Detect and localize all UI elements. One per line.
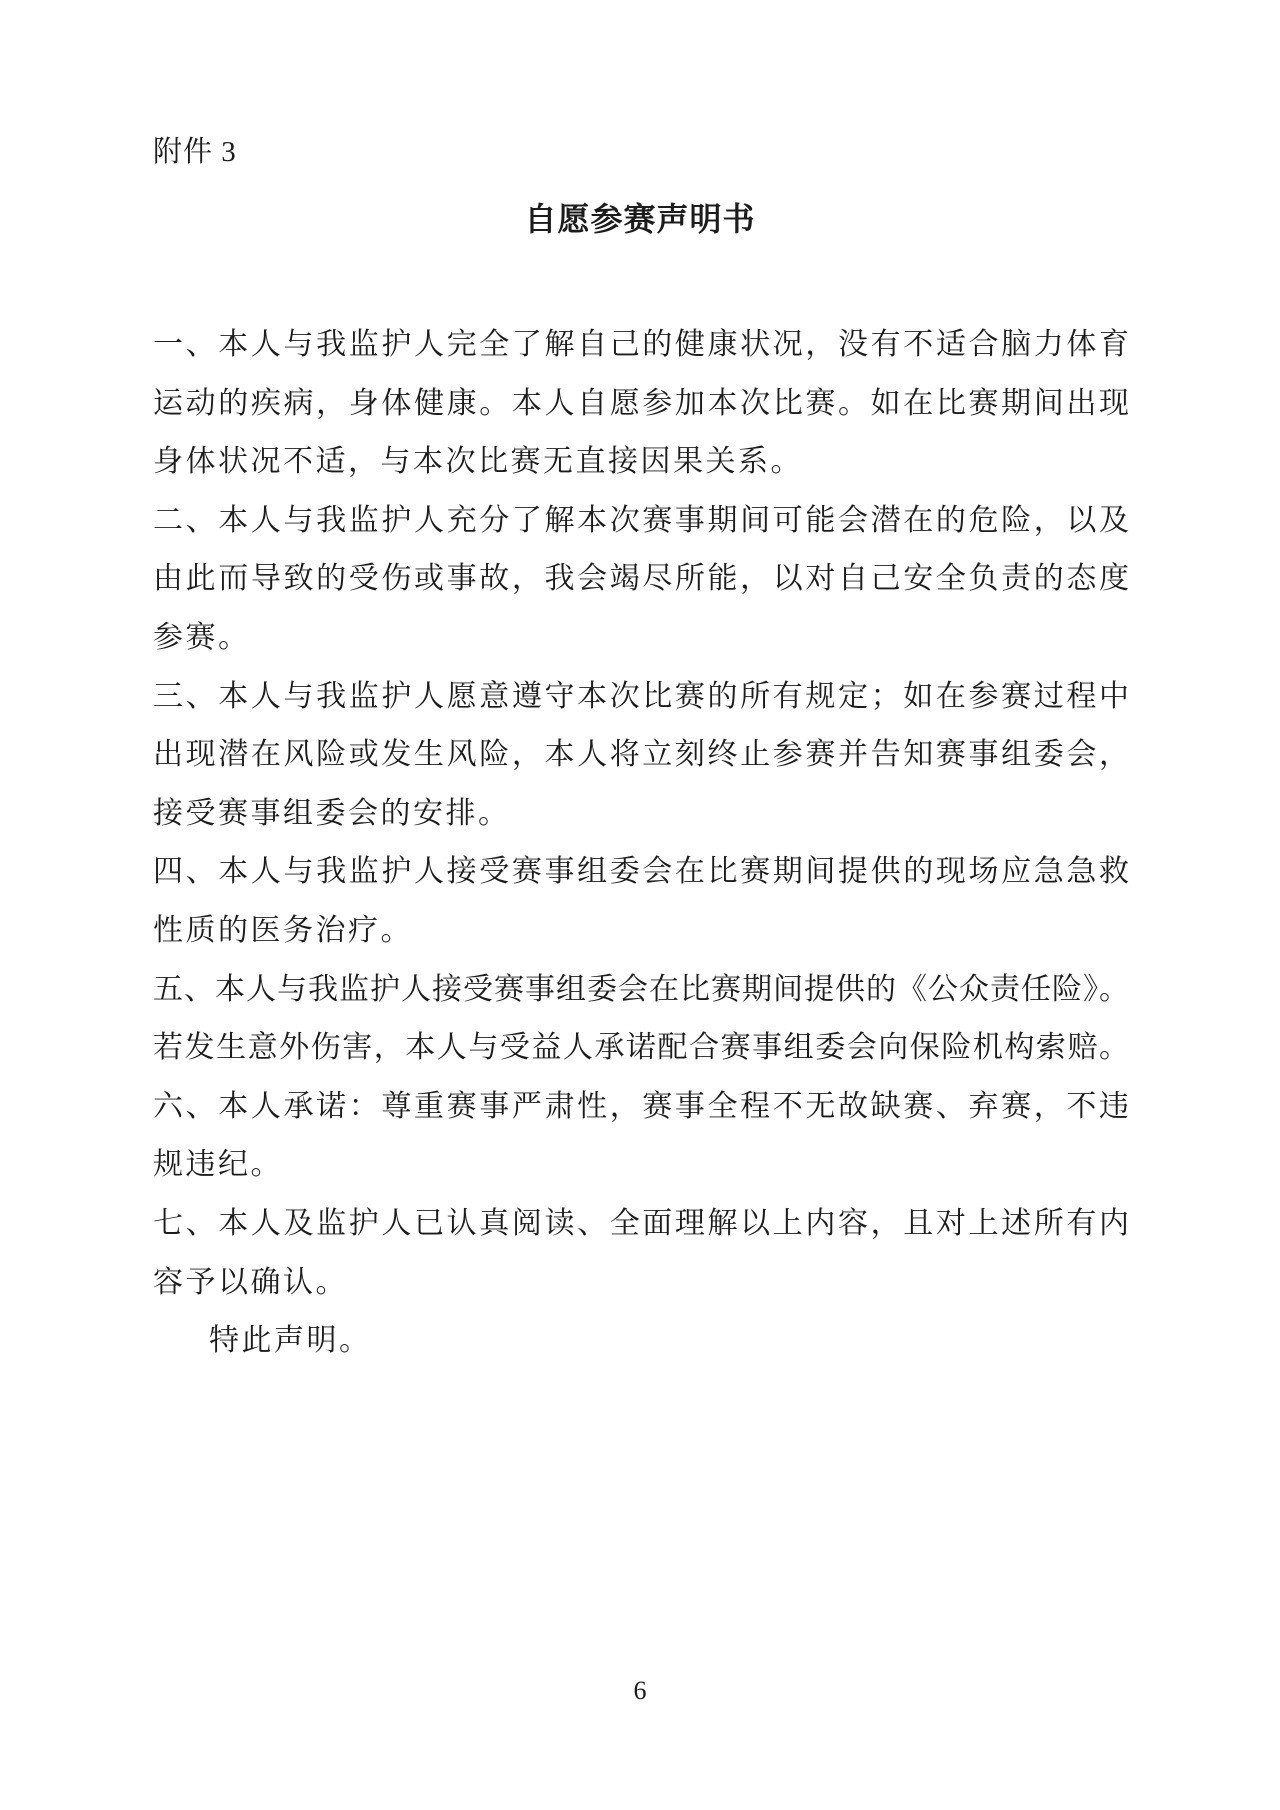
body-line: 二、本人与我监护人充分了解本次赛事期间可能会潜在的危险，以及 xyxy=(153,503,1129,537)
body-line: 出现潜在风险或发生风险，本人将立刻终止参赛并告知赛事组委会， xyxy=(153,738,1129,772)
body-line: 五、本人与我监护人接受赛事组委会在比赛期间提供的《公众责任险》。 xyxy=(153,972,1129,1006)
document-body xyxy=(153,316,1129,1371)
body-line: 三、本人与我监护人愿意遵守本次比赛的所有规定；如在参赛过程中 xyxy=(153,679,1129,713)
body-line: 身体状况不适，与本次比赛无直接因果关系。 xyxy=(153,445,803,479)
body-line: 一、本人与我监护人完全了解自己的健康状况，没有不适合脑力体育 xyxy=(153,328,1129,361)
body-line: 参赛。 xyxy=(153,620,251,654)
body-line: 规违纪。 xyxy=(153,1148,283,1182)
body-line: 由此而导致的受伤或事故，我会竭尽所能，以对自己安全负责的态度 xyxy=(153,562,1129,596)
body-line: 运动的疾病，身体健康。本人自愿参加本次比赛。如在比赛期间出现 xyxy=(153,386,1129,420)
body-line: 容予以确认。 xyxy=(153,1265,348,1299)
closing-statement: 特此声明。 xyxy=(209,1324,372,1358)
body-line: 接受赛事组委会的安排。 xyxy=(153,796,511,830)
body-line: 六、本人承诺：尊重赛事严肃性，赛事全程不无故缺赛、弃赛，不违 xyxy=(153,1089,1129,1123)
page-number: 6 xyxy=(633,1676,647,1705)
body-line: 四、本人与我监护人接受赛事组委会在比赛期间提供的现场应急急救 xyxy=(153,855,1129,889)
page-title: 自愿参赛声明书 xyxy=(524,201,756,237)
body-line: 若发生意外伤害，本人与受益人承诺配合赛事组委会向保险机构索赔。 xyxy=(153,1031,1129,1065)
body-line: 七、本人及监护人已认真阅读、全面理解以上内容，且对上述所有内 xyxy=(153,1206,1129,1240)
attachment-label: 附件 3 xyxy=(153,136,237,168)
body-line: 性质的医务治疗。 xyxy=(153,913,413,947)
